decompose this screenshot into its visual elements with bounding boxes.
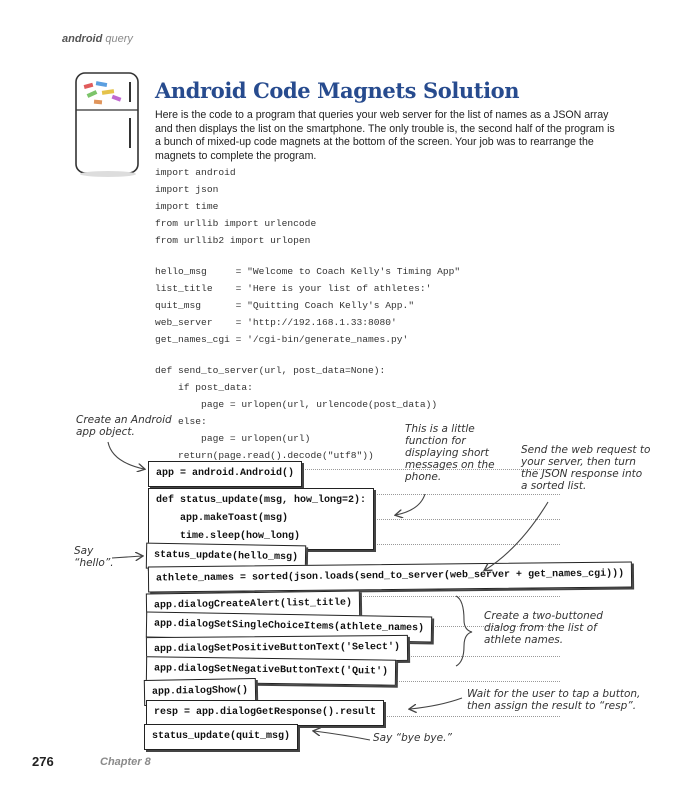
magnet-android-app[interactable]: app = android.Android(): [148, 461, 302, 487]
brace-two-button: [456, 596, 472, 666]
note-little-function: This is a little function for displaying short messages on the phone.: [405, 423, 495, 483]
code-page-post: page = urlopen(url, urlencode(post_data)): [155, 399, 438, 410]
header-query: query: [105, 33, 133, 45]
page-title: Android Code Magnets Solution: [155, 78, 520, 103]
header-android: android: [62, 33, 103, 45]
code-var-get-names: get_names_cgi = '/cgi-bin/generate_names.py': [155, 334, 409, 345]
magnet-athlete-names[interactable]: athlete_names = sorted(json.loads(send_to_server(web_server + get_names_cgi))): [148, 561, 632, 592]
magnet-dialog-create-alert[interactable]: app.dialogCreateAlert(list_title): [146, 591, 360, 620]
code-import-5: from urllib2 import urlopen: [155, 235, 311, 246]
magnet-dialog-show[interactable]: app.dialogShow(): [144, 678, 256, 706]
chapter-label: Chapter 8: [100, 756, 151, 768]
magnet-dialog-response[interactable]: resp = app.dialogGetResponse().result: [146, 700, 384, 726]
magnet-status-update-def[interactable]: def status_update(msg, how_long=2): app.makeToast(msg) time.sleep(how_long): [148, 488, 374, 550]
code-import-2: import json: [155, 184, 219, 195]
magnet-dialog-single-choice[interactable]: app.dialogSetSingleChoiceItems(athlete_names): [146, 612, 432, 643]
note-say-hello: Say “hello”.: [74, 545, 114, 569]
magnet-status-quit[interactable]: status_update(quit_msg): [144, 724, 298, 750]
magnet-dialog-negative[interactable]: app.dialogSetNegativeButtonText('Quit'): [146, 656, 396, 685]
magnet-dialog-positive[interactable]: app.dialogSetPositiveButtonText('Select'): [146, 635, 408, 663]
page-number: 276: [32, 754, 54, 769]
intro-paragraph: Here is the code to a program that queries your web server for the list of names as a JSON array and then displays the list on the smartphone. The only trouble is, the second half of the program is a bunch of mixed-up code magnets at the bottom of the screen. Your job was to rearrange the magnets to complete the program.: [155, 109, 615, 162]
code-page-get: page = urlopen(url): [155, 433, 311, 444]
code-var-hello: hello_msg = "Welcome to Coach Kelly's Timing App": [155, 266, 461, 277]
note-send-request: Send the web request to your server, then turn the JSON response into a sorted list.: [521, 444, 651, 492]
code-import-4: from urllib import urlencode: [155, 218, 317, 229]
code-var-list-title: list_title = 'Here is your list of athletes:': [155, 283, 432, 294]
code-if: if post_data:: [155, 382, 253, 393]
magnet-status-hello[interactable]: status_update(hello_msg): [146, 543, 306, 572]
code-import-1: import android: [155, 167, 236, 178]
code-return: return(page.read().decode("utf8")): [155, 450, 374, 461]
note-two-button: Create a two-buttoned dialog from the list of athlete names.: [484, 610, 603, 646]
arrow-wait-user: [410, 698, 462, 709]
arrow-say-bye: [314, 731, 370, 740]
note-create-android: Create an Android app object.: [76, 414, 172, 438]
note-wait-user: Wait for the user to tap a button, then assign the result to “resp”.: [467, 688, 641, 712]
code-var-web-server: web_server = 'http://192.168.1.33:8080': [155, 317, 397, 328]
arrow-little-function: [396, 494, 425, 515]
note-say-bye: Say “bye bye.”: [373, 732, 452, 744]
arrow-send-request: [485, 502, 548, 570]
arrow-say-hello: [112, 556, 142, 558]
arrow-create-android: [108, 442, 144, 469]
code-var-quit: quit_msg = "Quitting Coach Kelly's App.": [155, 300, 415, 311]
code-def-send: def send_to_server(url, post_data=None):: [155, 365, 386, 376]
code-else: else:: [155, 416, 207, 427]
code-import-3: import time: [155, 201, 219, 212]
